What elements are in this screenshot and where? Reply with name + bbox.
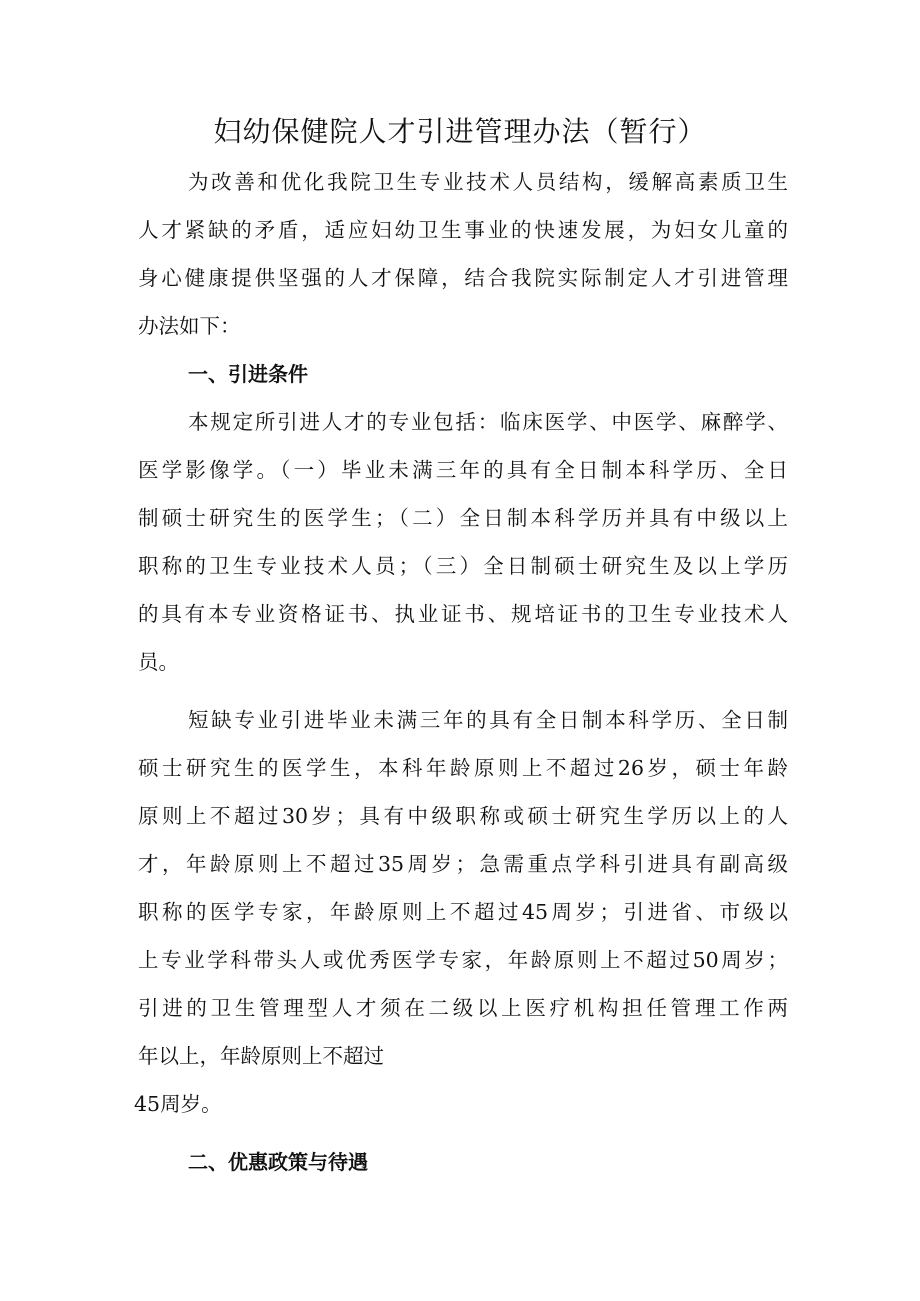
paragraph-line: 硕士研究生的医学生，本科年龄原则上不超过26岁，硕士年龄: [138, 756, 788, 780]
paragraph-line: 医学影像学。（一）毕业未满三年的具有全日制本科学历、全日: [138, 458, 788, 482]
paragraph-line: 职称的卫生专业技术人员；（三）全日制硕士研究生及以上学历: [138, 554, 788, 578]
paragraph-line: 上专业学科带头人或优秀医学专家，年龄原则上不超过50周岁；: [138, 948, 788, 972]
section-heading-policies: 二、优惠政策与待遇: [188, 1150, 368, 1174]
section-heading-conditions: 一、引进条件: [188, 362, 308, 386]
paragraph-line: 引进的卫生管理型人才须在二级以上医疗机构担任管理工作两: [138, 996, 788, 1020]
paragraph-tail-line: 45周岁。: [134, 1092, 222, 1116]
document-title: 妇幼保健院人才引进管理办法（暂行）: [213, 115, 707, 148]
paragraph-line: 的具有本专业资格证书、执业证书、规培证书的卫生专业技术人: [138, 602, 788, 626]
conditions-paragraph-1: [138, 398, 788, 686]
paragraph-line: 年以上，年龄原则上不超过: [138, 1044, 384, 1068]
paragraph-line: 员。: [138, 650, 179, 674]
paragraph-line: 才，年龄原则上不超过35周岁；急需重点学科引进具有副高级: [138, 852, 788, 876]
paragraph-line: 原则上不超过30岁；具有中级职称或硕士研究生学历以上的人: [138, 804, 788, 828]
document-body: [134, 158, 788, 1186]
paragraph-line: 短缺专业引进毕业未满三年的具有全日制本科学历、全日制: [188, 708, 788, 732]
paragraph-line: 本规定所引进人才的专业包括：临床医学、中医学、麻醉学、: [188, 410, 788, 434]
intro-line: 身心健康提供坚强的人才保障，结合我院实际制定人才引进管理: [138, 266, 788, 290]
conditions-paragraph-2: [138, 696, 788, 1080]
paragraph-line: 职称的医学专家，年龄原则上不超过45周岁；引进省、市级以: [138, 900, 788, 924]
paragraph-line: 制硕士研究生的医学生；（二）全日制本科学历并具有中级以上: [138, 506, 788, 530]
intro-line: 办法如下：: [138, 314, 241, 338]
intro-paragraph: [138, 158, 788, 350]
intro-line: 为改善和优化我院卫生专业技术人员结构，缓解高素质卫生: [188, 170, 788, 194]
intro-line: 人才紧缺的矛盾，适应妇幼卫生事业的快速发展，为妇女儿童的: [138, 218, 788, 242]
